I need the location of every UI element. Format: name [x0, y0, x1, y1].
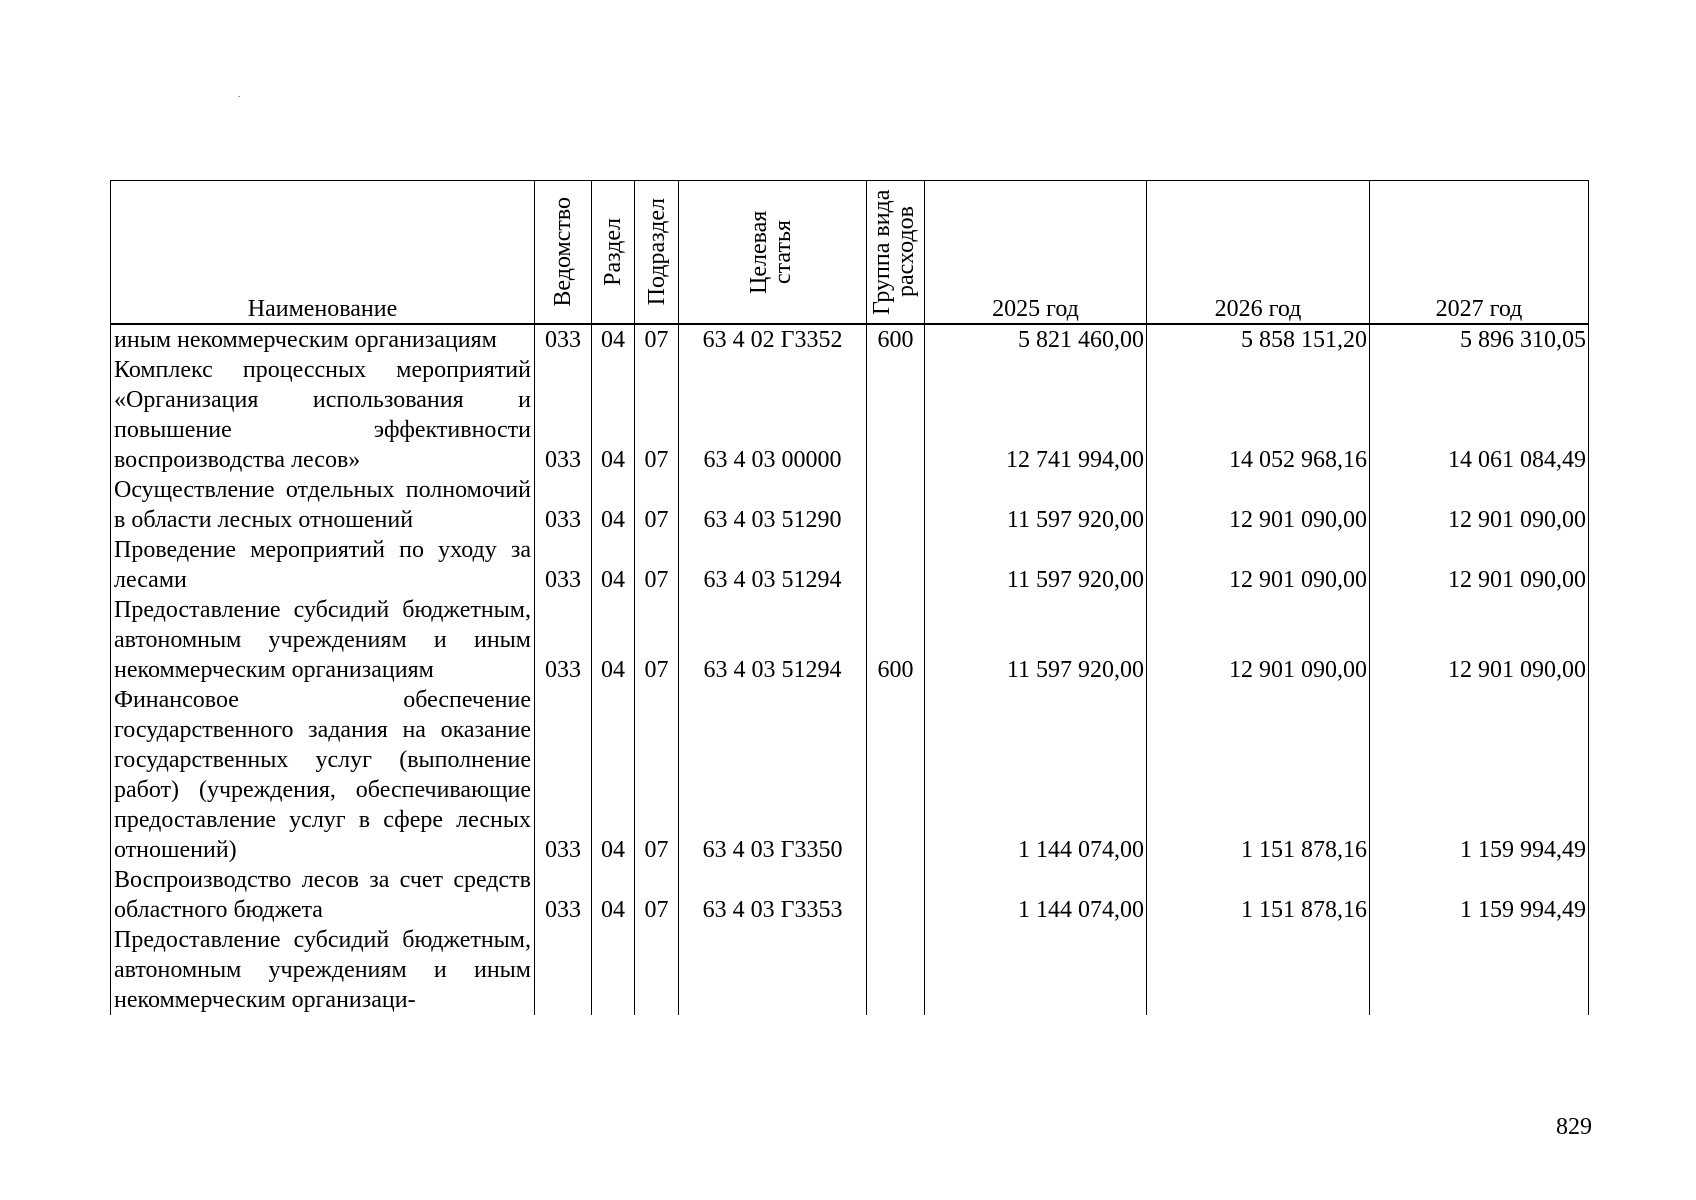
- row-value-2025: 11 597 920,00: [925, 535, 1147, 595]
- row-section: 04: [592, 355, 635, 475]
- row-value-2026: 14 052 968,16: [1147, 355, 1370, 475]
- row-value-2026: 12 901 090,00: [1147, 475, 1370, 535]
- row-target-article: 63 4 02 Г3352: [679, 324, 867, 355]
- budget-table: [110, 180, 1589, 1015]
- row-target-article: 63 4 03 51294: [679, 535, 867, 595]
- row-subsection: 07: [635, 535, 679, 595]
- row-department: 033: [535, 475, 592, 535]
- table-row: [111, 595, 1589, 685]
- row-value-2025: 5 821 460,00: [925, 324, 1147, 355]
- row-department: 033: [535, 355, 592, 475]
- row-department: 033: [535, 535, 592, 595]
- row-target-article: 63 4 03 51290: [679, 475, 867, 535]
- page-number: 829: [1556, 1114, 1592, 1140]
- row-value-2027: 14 061 084,49: [1370, 355, 1589, 475]
- row-expense-group: [867, 475, 925, 535]
- row-expense-group: [867, 685, 925, 865]
- row-target-article: 63 4 03 Г3350: [679, 685, 867, 865]
- row-value-2026: 1 151 878,16: [1147, 865, 1370, 925]
- row-value-2027: 12 901 090,00: [1370, 535, 1589, 595]
- row-name: Проведение мероприятий по уходу за лесами: [111, 535, 535, 595]
- row-department: 033: [535, 595, 592, 685]
- table-row: [111, 324, 1589, 355]
- row-target-article: 63 4 03 00000: [679, 355, 867, 475]
- row-value-2027: 12 901 090,00: [1370, 475, 1589, 535]
- row-section: 04: [592, 685, 635, 865]
- header-section: Раздел: [592, 181, 635, 325]
- row-value-2025: 1 144 074,00: [925, 865, 1147, 925]
- row-subsection: 07: [635, 865, 679, 925]
- row-section: 04: [592, 595, 635, 685]
- header-2026: 2026 год: [1147, 181, 1370, 325]
- table-row: [111, 925, 1589, 1015]
- row-section: 04: [592, 865, 635, 925]
- row-value-2026: 5 858 151,20: [1147, 324, 1370, 355]
- row-name: иным некоммерческим организациям: [111, 324, 535, 355]
- table-header-row: [111, 181, 1589, 325]
- row-value-2027: [1370, 925, 1589, 1015]
- row-target-article: [679, 925, 867, 1015]
- row-target-article: 63 4 03 51294: [679, 595, 867, 685]
- header-expense-group: Группа вида расходов: [867, 181, 925, 325]
- row-subsection: 07: [635, 595, 679, 685]
- row-section: [592, 925, 635, 1015]
- row-value-2026: 1 151 878,16: [1147, 685, 1370, 865]
- header-2027: 2027 год: [1370, 181, 1589, 325]
- row-value-2026: 12 901 090,00: [1147, 595, 1370, 685]
- header-target-article: Целевая статья: [679, 181, 867, 325]
- table-row: [111, 535, 1589, 595]
- row-value-2026: 12 901 090,00: [1147, 535, 1370, 595]
- row-value-2025: 1 144 074,00: [925, 685, 1147, 865]
- row-section: 04: [592, 475, 635, 535]
- row-department: 033: [535, 865, 592, 925]
- row-name: Предоставление субсидий бюджетным, автономным учреждениям и иным некоммерческим организаци-: [111, 925, 535, 1015]
- row-expense-group: [867, 865, 925, 925]
- row-value-2026: [1147, 925, 1370, 1015]
- row-name: Воспроизводство лесов за счет средств областного бюджета: [111, 865, 535, 925]
- row-name: Финансовое обеспечение государственного задания на оказание государственных услуг (выполнение работ) (учреждения, обеспечивающие предоставление услуг в сфере лесных отношений): [111, 685, 535, 865]
- header-2025: 2025 год: [925, 181, 1147, 325]
- row-department: 033: [535, 685, 592, 865]
- table-row: [111, 865, 1589, 925]
- row-expense-group: 600: [867, 595, 925, 685]
- row-name: Осуществление отдельных полномочий в области лесных отношений: [111, 475, 535, 535]
- table-row: [111, 355, 1589, 475]
- table-row: [111, 685, 1589, 865]
- scan-speck: [238, 96, 240, 97]
- header-department: Ведомство: [535, 181, 592, 325]
- row-name: Комплекс процессных мероприятий «Организация использования и повышение эффективности воспроизводства лесов»: [111, 355, 535, 475]
- row-value-2025: 11 597 920,00: [925, 595, 1147, 685]
- row-target-article: 63 4 03 Г3353: [679, 865, 867, 925]
- row-name: Предоставление субсидий бюджетным, автономным учреждениям и иным некоммерческим организациям: [111, 595, 535, 685]
- row-value-2025: 11 597 920,00: [925, 475, 1147, 535]
- row-expense-group: [867, 535, 925, 595]
- row-section: 04: [592, 324, 635, 355]
- row-department: 033: [535, 324, 592, 355]
- header-subsection: Подраздел: [635, 181, 679, 325]
- row-subsection: 07: [635, 685, 679, 865]
- row-value-2027: 1 159 994,49: [1370, 685, 1589, 865]
- row-subsection: 07: [635, 475, 679, 535]
- row-section: 04: [592, 535, 635, 595]
- row-value-2025: 12 741 994,00: [925, 355, 1147, 475]
- row-expense-group: [867, 925, 925, 1015]
- table-row: [111, 475, 1589, 535]
- row-subsection: 07: [635, 355, 679, 475]
- row-department: [535, 925, 592, 1015]
- row-value-2027: 1 159 994,49: [1370, 865, 1589, 925]
- row-subsection: [635, 925, 679, 1015]
- row-value-2027: 5 896 310,05: [1370, 324, 1589, 355]
- header-name: Наименование: [111, 181, 535, 325]
- row-subsection: 07: [635, 324, 679, 355]
- row-value-2027: 12 901 090,00: [1370, 595, 1589, 685]
- row-expense-group: 600: [867, 324, 925, 355]
- row-expense-group: [867, 355, 925, 475]
- row-value-2025: [925, 925, 1147, 1015]
